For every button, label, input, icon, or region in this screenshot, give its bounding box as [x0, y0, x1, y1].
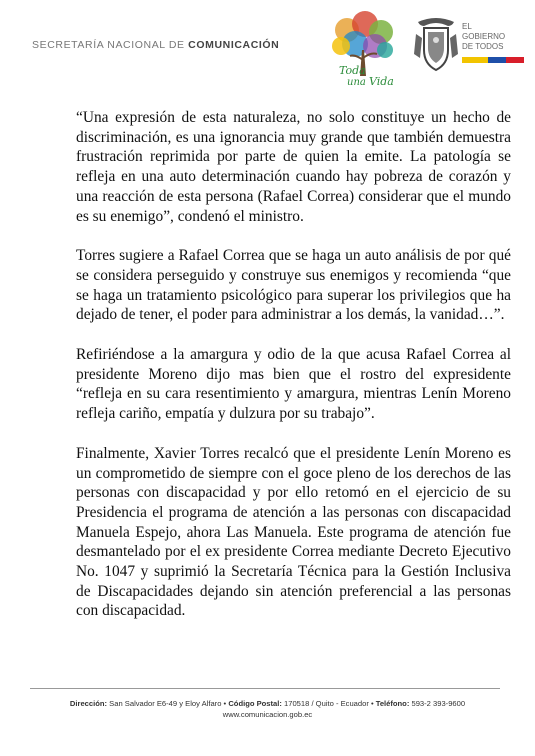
- flag-yellow-segment: [462, 57, 488, 63]
- flag-stripe-icon: [462, 57, 524, 63]
- website-link[interactable]: www.comunicacion.gob.ec: [222, 710, 313, 719]
- footer: [0, 698, 535, 720]
- svg-text:una: una: [347, 77, 366, 88]
- paragraph: “Una expresión de esta naturaleza, no solo constituye un hecho de discriminación, es una ignorancia muy grande que también demuestra frustración reprimida por parte de quien la emite. La patología se refleja en una auto determinación cuando hay pobreza de corazón y una reacción de esta persona (Rafael Correa) considerar que el mundo es su enemigo”, condenó el ministro.: [76, 109, 511, 225]
- svg-text:Vida: Vida: [369, 75, 394, 88]
- phone-label: Teléfono:: [375, 699, 410, 708]
- footer-divider: [30, 688, 500, 689]
- gob-line-3: DE TODOS: [462, 42, 504, 51]
- phone-value: 593-2 393-9600: [409, 699, 466, 708]
- address-value: San Salvador E6-49 y Eloy Alfaro •: [107, 699, 229, 708]
- gob-line-2: GOBIERNO: [462, 32, 506, 41]
- org-prefix: SECRETARÍA NACIONAL DE: [32, 39, 189, 51]
- address-label: Dirección:: [69, 699, 108, 708]
- toda-una-vida-logo-icon: [325, 10, 400, 88]
- paragraph: Finalmente, Xavier Torres recalcó que el presidente Lenín Moreno es un comprometido de siempre con el goce pleno de los derechos de las personas con discapacidad y por ello retomó en el ejercicio de su Presidencia el programa de atención a las personas con discapacidad Manuela Espejo, ahora Las Manuela. Este programa de atención fue desmantelado por el ex presidente Correa mediante Decreto Ejecutivo No. 1047 y suprimió la Secretaría Técnica para la Gestión Inclusiva de Discapacidades dejando sin atención preferencial a las personas con discapacidad.: [76, 444, 511, 620]
- gobierno-de-todos-logo: [462, 22, 522, 52]
- header-organization-name: [32, 39, 279, 51]
- coat-of-arms-icon: [412, 14, 460, 74]
- paragraph: Refiriéndose a la amargura y odio de la que acusa Rafael Correa al presidente Moreno dijo mas bien que el rostro del expresidente “refleja en su cara resentimiento y amargura, mientras Lenín Moreno refleja cariño, empatía y dulzura por su trabajo”.: [76, 346, 511, 423]
- flag-blue-segment: [488, 57, 506, 63]
- postal-value: 170518 / Quito - Ecuador •: [281, 699, 376, 708]
- document-body: [76, 108, 511, 641]
- paragraph: Torres sugiere a Rafael Correa que se haga un auto análisis de por qué se considera perseguido y construye sus enemigos y recomienda “que se haga un tratamiento psicológico para superar los privilegios que ha dejado de tener, el poder para administrar a los demás, la vanidad…”.: [76, 247, 511, 324]
- svg-text:Toda: Toda: [339, 64, 366, 77]
- gob-line-1: EL: [462, 22, 472, 31]
- postal-label: Código Postal:: [228, 699, 282, 708]
- flag-red-segment: [506, 57, 524, 63]
- footer-contact-line: [0, 698, 535, 709]
- org-bold: COMUNICACIÓN: [188, 39, 280, 51]
